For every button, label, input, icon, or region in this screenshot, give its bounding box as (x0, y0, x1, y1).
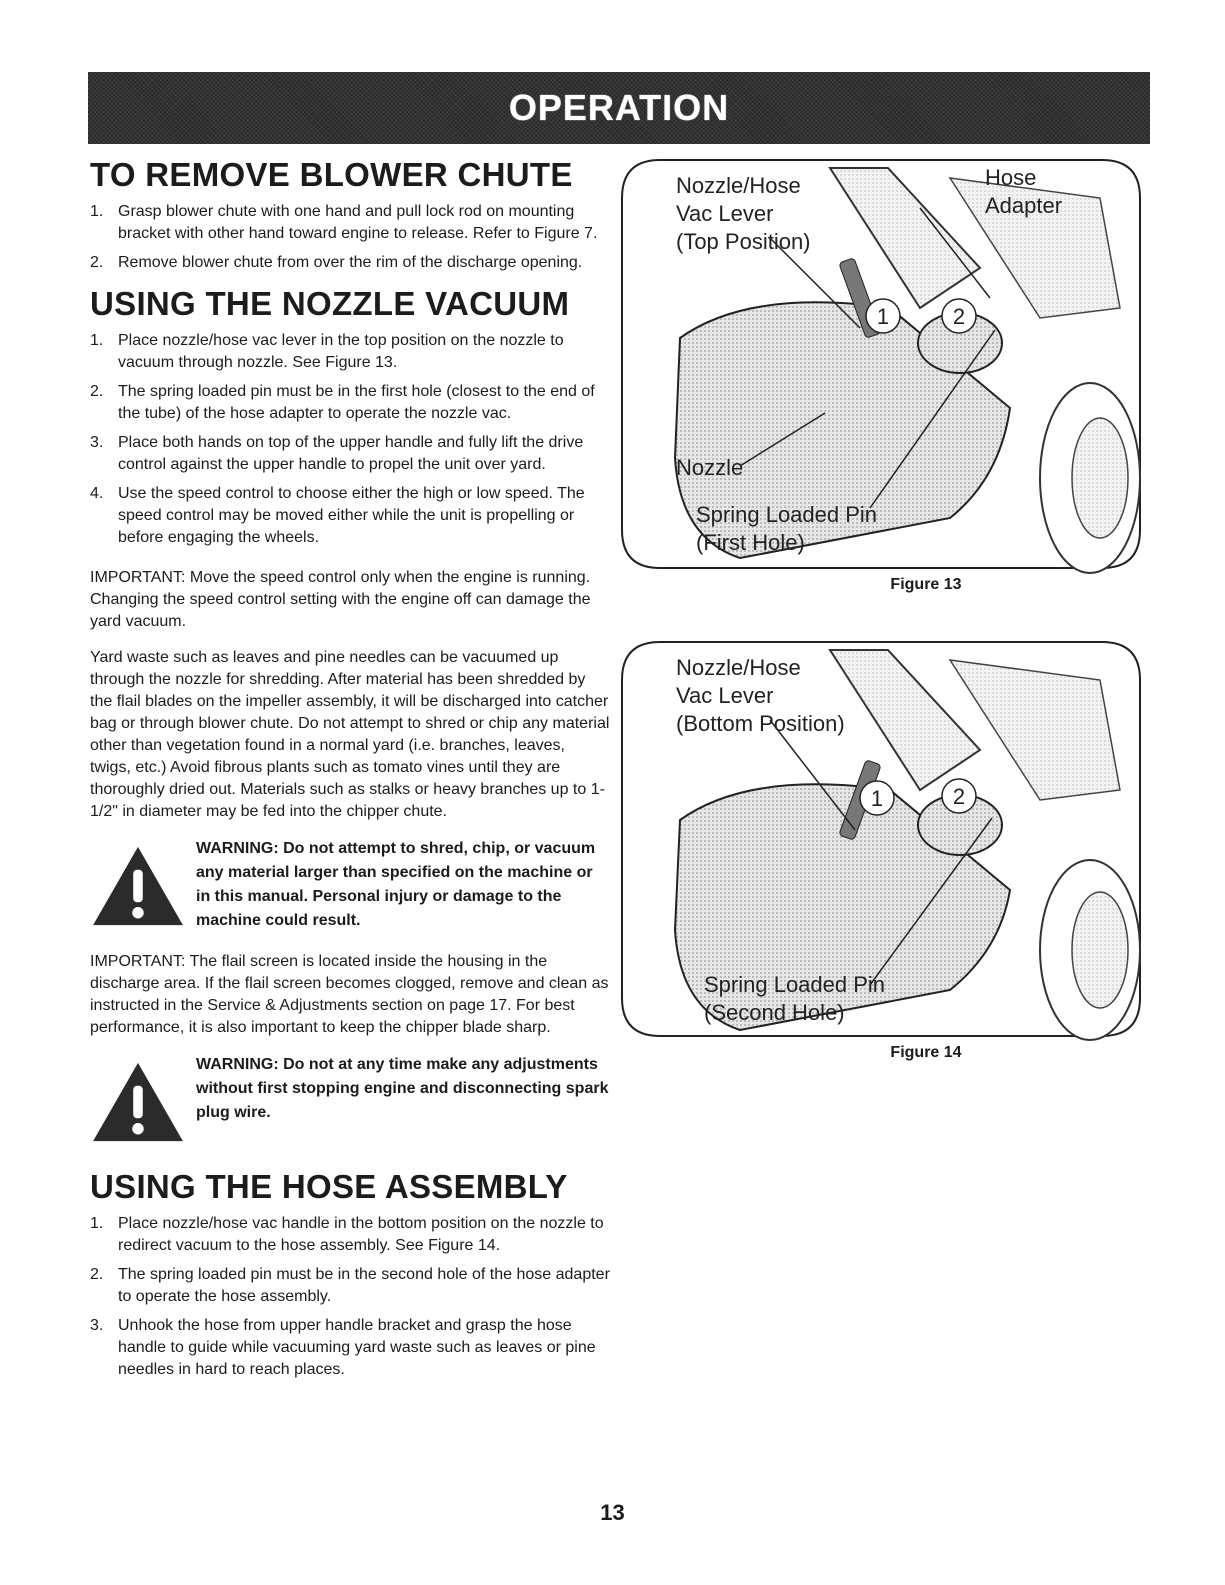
figure-13-illustration (620, 158, 1142, 574)
label-adapter: Adapter (985, 193, 1063, 218)
list-item (90, 432, 610, 476)
figure-13-caption: Figure 13 (890, 576, 962, 593)
step-text: The spring loaded pin must be in the second hole of the hose adapter to operate the hose assembly. (118, 1266, 610, 1305)
steps-hose-assembly (90, 1213, 610, 1381)
list-item (90, 252, 610, 274)
warning-triangle-icon (90, 843, 186, 929)
heading-remove-chute: TO REMOVE BLOWER CHUTE (90, 156, 573, 193)
warning-text-adjust: WARNING: Do not at any time make any adjustments without first stopping engine and disconnecting spark plug wire. (196, 1056, 609, 1121)
label-vac-lever: Vac Lever (676, 201, 774, 226)
list-item (90, 330, 610, 374)
label-vac-lever: Vac Lever (676, 683, 774, 708)
figure-14-caption: Figure 14 (890, 1044, 962, 1061)
label-second-hole: (Second Hole) (704, 1000, 845, 1025)
list-item (90, 201, 610, 245)
step-number: 3. (90, 1317, 104, 1334)
list-item (90, 381, 610, 425)
warning-triangle-icon (90, 1059, 186, 1145)
step-number: 4. (90, 485, 104, 502)
figure-13 (620, 158, 1142, 594)
step-number: 1. (90, 332, 104, 349)
step-text: Place nozzle/hose vac lever in the top position on the nozzle to vacuum through nozzle. See Figure 13. (118, 332, 564, 371)
label-top-position: (Top Position) (676, 229, 811, 254)
list-item (90, 1264, 610, 1308)
label-spring-loaded-pin: Spring Loaded Pin (704, 972, 886, 997)
warning-text-shred: WARNING: Do not attempt to shred, chip, or vacuum any material larger than specified on the machine or in this manual. Personal injury or damage to the machine could result. (196, 840, 596, 929)
page-number: 13 (600, 1500, 625, 1525)
callout-2: 2 (952, 784, 966, 809)
important-flail-screen: IMPORTANT: The flail screen is located inside the housing in the discharge area. If the flail screen becomes clogged, remove and clean as instructed in the Service & Adjustments section on page 17. For best performance, it is also important to keep the chipper blade sharp. (90, 953, 609, 1036)
step-text: Place both hands on top of the upper handle and fully lift the drive control against the upper handle to propel the unit over yard. (118, 434, 584, 473)
step-number: 2. (90, 254, 104, 271)
step-number: 1. (90, 1215, 104, 1232)
step-text: Grasp blower chute with one hand and pull lock rod on mounting bracket with other hand toward engine to release. Refer to Figure 7. (118, 203, 598, 242)
label-nozzle-hose: Nozzle/Hose (676, 655, 801, 680)
heading-nozzle-vacuum: USING THE NOZZLE VACUUM (90, 285, 570, 322)
label-first-hole: (First Hole) (696, 530, 805, 555)
step-number: 1. (90, 203, 104, 220)
step-text: Place nozzle/hose vac handle in the bottom position on the nozzle to redirect vacuum to the hose assembly. See Figure 14. (118, 1215, 604, 1254)
heading-hose-assembly: USING THE HOSE ASSEMBLY (90, 1168, 568, 1205)
step-number: 3. (90, 434, 104, 451)
step-text: Remove blower chute from over the rim of the discharge opening. (118, 254, 583, 271)
label-nozzle: Nozzle (676, 455, 744, 480)
important-speed-control: IMPORTANT: Move the speed control only when the engine is running. Changing the speed control setting with the engine off can damage the yard vacuum. (90, 569, 591, 630)
figure-14 (620, 640, 1142, 1062)
warning-block-adjust (90, 1053, 610, 1145)
left-column (90, 155, 610, 1388)
list-item (90, 483, 610, 549)
label-spring-loaded-pin: Spring Loaded Pin (696, 502, 878, 527)
step-number: 2. (90, 1266, 104, 1283)
callout-2: 2 (952, 304, 966, 329)
figure-14-illustration (620, 640, 1142, 1042)
callout-1: 1 (870, 786, 884, 811)
yard-waste-paragraph: Yard waste such as leaves and pine needles can be vacuumed up through the nozzle for shredding. After material has been shredded by the flail blades on the impeller assembly, it will be discharged into catcher bag or through blower chute. Do not attempt to shred or chip any material other than vegetation found in a normal yard (i.e. branches, leaves, twigs, etc.) Avoid fibrous plants such as tomato vines until they are thoroughly dried out. Materials such as stalks or heavy branches up to 1-1/2" in diameter may be fed into the chipper chute. (90, 649, 610, 820)
label-nozzle-hose: Nozzle/Hose (676, 173, 801, 198)
step-text: Use the speed control to choose either the high or low speed. The speed control may be moved either while the unit is propelling or before engaging the wheels. (118, 485, 585, 546)
step-text: The spring loaded pin must be in the first hole (closest to the end of the tube) of the hose adapter to operate the nozzle vac. (118, 383, 595, 422)
callout-1: 1 (876, 304, 890, 329)
section-banner (88, 72, 1150, 144)
list-item (90, 1315, 610, 1381)
steps-remove-chute (90, 201, 610, 274)
warning-block-shred (90, 837, 610, 933)
label-hose: Hose (985, 165, 1037, 190)
list-item (90, 1213, 610, 1257)
step-number: 2. (90, 383, 104, 400)
banner-title: OPERATION (508, 87, 730, 128)
step-text: Unhook the hose from upper handle bracket and grasp the hose handle to guide while vacuuming yard waste such as leaves or pine needles in hard to reach places. (118, 1317, 596, 1378)
steps-nozzle-vacuum (90, 330, 610, 549)
label-bottom-position: (Bottom Position) (676, 711, 845, 736)
